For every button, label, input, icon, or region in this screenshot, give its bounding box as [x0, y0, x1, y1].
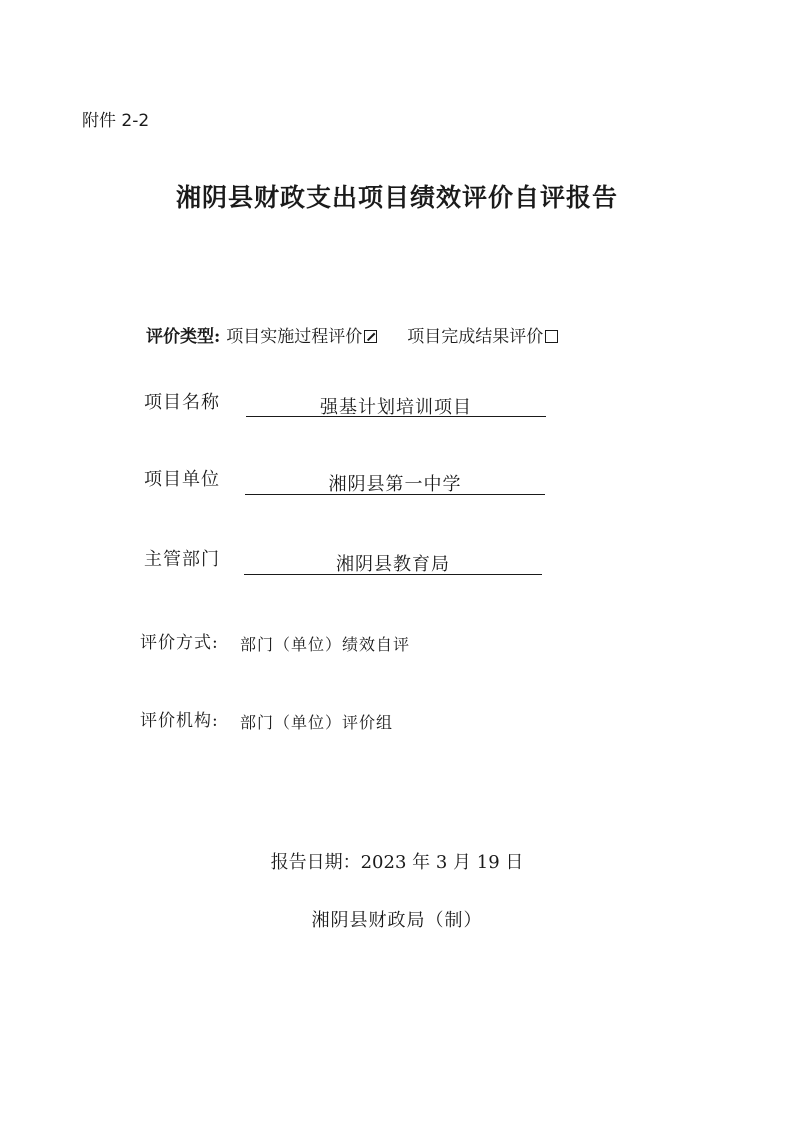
attachment-number: 附件 2-2 — [82, 111, 150, 131]
option-result-evaluation-checkbox[interactable] — [545, 330, 558, 343]
evaluation-type-label: 评价类型: — [146, 327, 221, 347]
document-title: 湘阴县财政支出项目绩效评价自评报告 — [175, 183, 618, 212]
project-name-label: 项目名称 — [144, 392, 220, 413]
evaluation-agency-value: 部门（单位）评价组 — [240, 713, 394, 732]
option-process-evaluation-label: 项目实施过程评价 — [226, 327, 363, 347]
project-unit-label: 项目单位 — [144, 469, 220, 490]
option-result-evaluation-label: 项目完成结果评价 — [407, 327, 544, 347]
evaluation-agency-label: 评价机构: — [140, 711, 219, 731]
supervising-dept-label: 主管部门 — [144, 549, 220, 570]
report-date: 报告日期：2023 年 3 月 19 日 — [270, 852, 524, 873]
evaluation-method-value: 部门（单位）绩效自评 — [240, 635, 411, 654]
issuer: 湘阴县财政局（制） — [311, 910, 483, 931]
evaluation-method-label: 评价方式: — [140, 633, 219, 653]
project-name-value: 强基计划培训项目 — [320, 397, 472, 418]
supervising-dept-value: 湘阴县教育局 — [336, 554, 450, 575]
option-process-evaluation-checkbox[interactable] — [364, 330, 377, 343]
evaluation-type-row — [146, 322, 558, 347]
project-unit-value: 湘阴县第一中学 — [328, 474, 462, 495]
